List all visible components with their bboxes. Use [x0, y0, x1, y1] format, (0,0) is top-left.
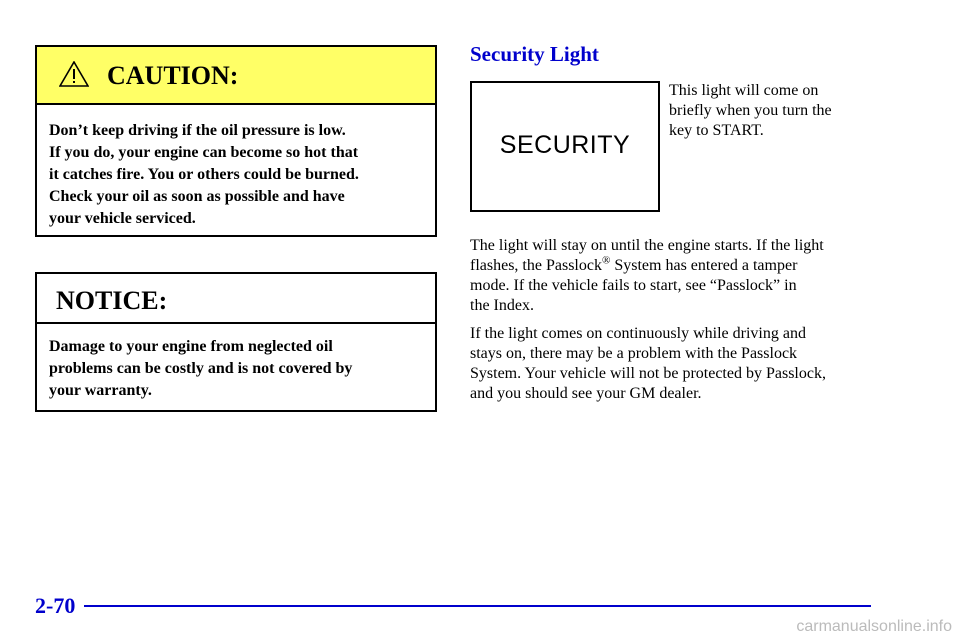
- para-text: System has entered a tamper: [610, 257, 798, 274]
- watermark-text: carmanualsonline.info: [796, 618, 952, 635]
- footer-rule: [84, 605, 871, 607]
- para-line: If the light comes on continuously while driving and: [470, 325, 806, 342]
- side-line: briefly when you turn the: [669, 102, 832, 119]
- caution-title: CAUTION:: [107, 61, 239, 90]
- caution-line: If you do, your engine can become so hot that: [49, 144, 359, 161]
- para-line: mode. If the vehicle fails to start, see “Passlock” in: [470, 277, 797, 294]
- para-line: [470, 256, 870, 276]
- notice-text: [37, 324, 435, 402]
- notice-line: problems can be costly and is not covered by: [49, 360, 353, 377]
- page-number: 2-70: [35, 593, 76, 618]
- notice-title: NOTICE:: [56, 286, 168, 315]
- security-indicator-box: [470, 81, 660, 212]
- caution-line: Don’t keep driving if the oil pressure is low.: [49, 122, 346, 139]
- side-line: key to START.: [669, 122, 764, 139]
- para-line: The light will stay on until the engine starts. If the light: [470, 237, 824, 254]
- para-line: the Index.: [470, 297, 534, 314]
- security-paragraph-1: [470, 236, 870, 316]
- para-line: stays on, there may be a problem with the Passlock: [470, 345, 798, 362]
- caution-line: it catches fire. You or others could be burned.: [49, 166, 359, 183]
- notice-line: your warranty.: [49, 382, 152, 399]
- security-side-text: [669, 81, 869, 141]
- security-light-heading: Security Light: [470, 42, 599, 66]
- security-indicator-label: SECURITY: [499, 131, 631, 159]
- para-line: System. Your vehicle will not be protected by Passlock,: [470, 365, 826, 382]
- caution-text: [37, 105, 435, 230]
- caution-line: your vehicle serviced.: [49, 210, 196, 227]
- security-paragraph-2: [470, 324, 870, 404]
- side-line: This light will come on: [669, 82, 819, 99]
- notice-header: [37, 274, 435, 324]
- warning-triangle-icon: [59, 61, 89, 87]
- notice-box: [35, 272, 437, 412]
- para-line: and you should see your GM dealer.: [470, 385, 702, 402]
- para-text: flashes, the Passlock: [470, 257, 602, 274]
- notice-line: Damage to your engine from neglected oil: [49, 338, 333, 355]
- caution-box: [35, 45, 437, 237]
- caution-header: [37, 47, 435, 105]
- caution-line: Check your oil as soon as possible and have: [49, 188, 345, 205]
- registered-mark: ®: [601, 254, 611, 267]
